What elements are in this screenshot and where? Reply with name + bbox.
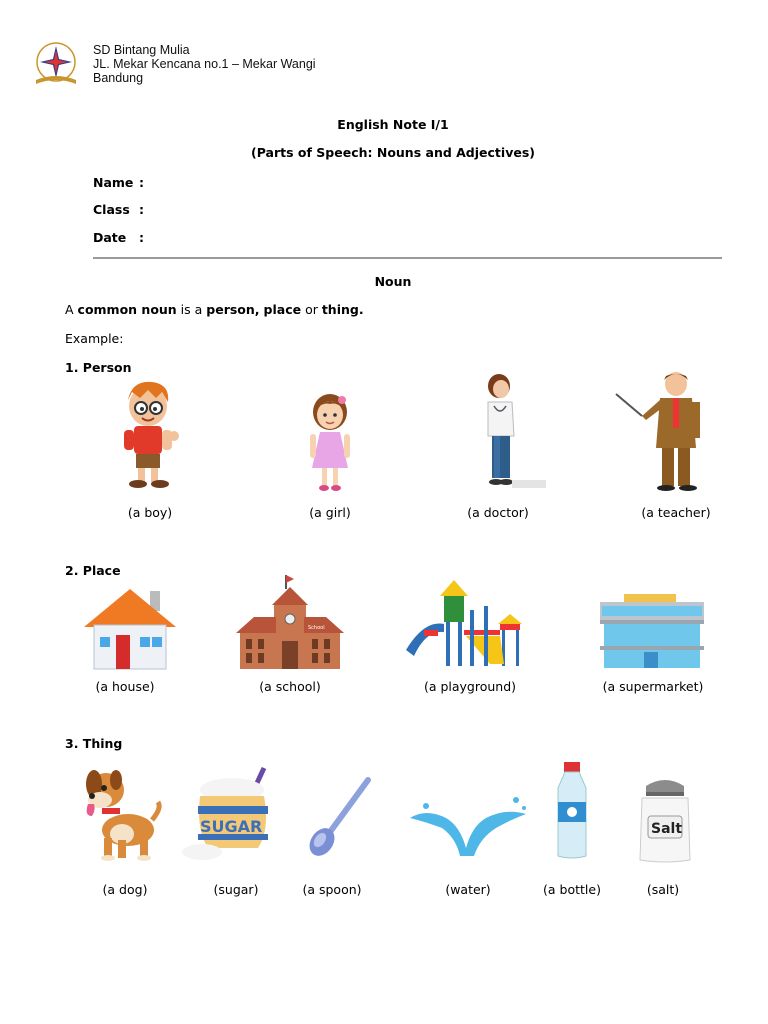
example-label: Example: xyxy=(65,331,124,346)
page-title: English Note I/1 xyxy=(337,117,449,132)
house-icon xyxy=(82,587,178,673)
caption-teacher: (a teacher) xyxy=(641,505,711,520)
definition-middle: is a xyxy=(176,302,207,317)
definition-place: place xyxy=(263,302,302,317)
caption-house: (a house) xyxy=(95,679,155,694)
caption-bottle: (a bottle) xyxy=(543,882,601,897)
salt-icon xyxy=(636,774,694,864)
school-name: SD Bintang Mulia xyxy=(93,43,190,57)
caption-dog: (a dog) xyxy=(102,882,148,897)
caption-doctor: (a doctor) xyxy=(467,505,529,520)
boy-icon xyxy=(118,378,188,493)
sugar-label-text: SUGAR xyxy=(200,817,263,836)
heading-place: 2. Place xyxy=(65,563,121,578)
school-sign-text: School xyxy=(308,625,325,631)
school-logo xyxy=(30,38,82,90)
school-address: JL. Mekar Kencana no.1 – Mekar Wangi xyxy=(93,57,316,71)
caption-water: (water) xyxy=(445,882,491,897)
salt-label-text: Salt xyxy=(651,821,683,837)
caption-boy: (a boy) xyxy=(127,505,173,520)
name-field-label: Name xyxy=(93,175,134,190)
heading-person: 1. Person xyxy=(65,360,132,375)
definition-prefix: A xyxy=(65,302,78,317)
caption-sugar: (sugar) xyxy=(213,882,259,897)
date-field-colon: : xyxy=(139,230,144,245)
caption-salt: (salt) xyxy=(646,882,680,897)
definition-or: or xyxy=(301,302,322,317)
teacher-icon xyxy=(612,370,708,496)
caption-spoon: (a spoon) xyxy=(302,882,362,897)
caption-supermarket: (a supermarket) xyxy=(602,679,704,694)
spoon-icon xyxy=(306,776,374,858)
class-field-label: Class xyxy=(93,202,130,217)
sugar-icon xyxy=(180,766,272,862)
dog-icon xyxy=(82,768,162,864)
caption-school: (a school) xyxy=(259,679,321,694)
date-field-label: Date xyxy=(93,230,127,245)
definition xyxy=(65,302,364,317)
school-icon xyxy=(236,575,344,669)
section-title: Noun xyxy=(374,274,412,289)
class-field-colon: : xyxy=(139,202,144,217)
definition-thing: thing. xyxy=(321,302,364,317)
bottle-icon xyxy=(552,762,592,860)
caption-girl: (a girl) xyxy=(309,505,351,520)
water-icon xyxy=(406,788,534,860)
doctor-icon xyxy=(476,372,550,496)
name-field-colon: : xyxy=(139,175,144,190)
playground-icon xyxy=(404,580,530,670)
page-subtitle: (Parts of Speech: Nouns and Adjectives) xyxy=(251,145,535,160)
school-city: Bandung xyxy=(93,71,144,85)
definition-person: person, xyxy=(206,302,260,317)
supermarket-icon xyxy=(600,594,704,668)
definition-term: common noun xyxy=(77,302,177,317)
divider xyxy=(93,257,722,259)
girl-icon xyxy=(302,388,358,494)
heading-thing: 3. Thing xyxy=(65,736,123,751)
caption-playground: (a playground) xyxy=(423,679,517,694)
